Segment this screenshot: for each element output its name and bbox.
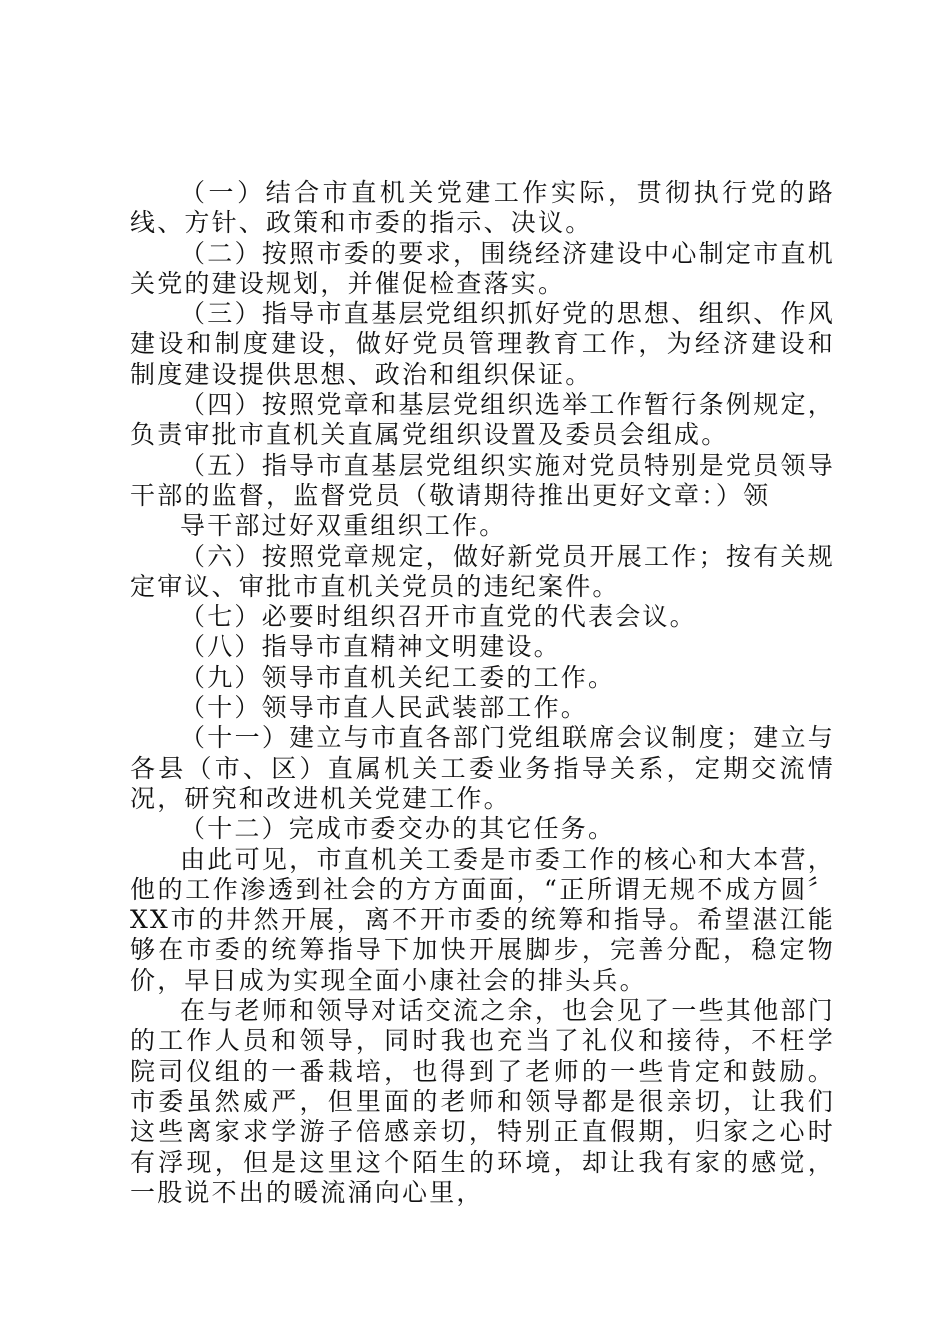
paragraph-5-continuation: 导干部过好双重组织工作。 [180, 511, 507, 541]
paragraph-5: （五）指导市直基层党组织实施对党员特别是党员领导干部的监督，监督党员（敬请期待推出更好文章：）领 [130, 450, 835, 510]
paragraph-reflection: 在与老师和领导对话交流之余，也会见了一些其他部门的工作人员和领导，同时我也充当了礼仪和接待，不枉学院司仪组的一番栽培，也得到了老师的一些肯定和鼓励。市委虽然威严，但里面的老师和领导都是很亲切，让我们这些离家求学游子倍感亲切，特别正直假期，归家之心时有浮现，但是这里这个陌生的环境，却让我有家的感觉，一股说不出的暖流涌向心里， [130, 996, 835, 1207]
paragraph-4: （四）按照党章和基层党组织选举工作暂行条例规定，负责审批市直机关直属党组织设置及委员会组成。 [130, 390, 835, 450]
document-body [130, 178, 835, 1208]
paragraph-12: （十二）完成市委交办的其它任务。 [180, 814, 616, 844]
paragraph-11: （十一）建立与市直各部门党组联席会议制度；建立与各县（市、区）直属机关工委业务指导关系，定期交流情况，研究和改进机关党建工作。 [130, 723, 835, 813]
paragraph-1: （一）结合市直机关党建工作实际，贯彻执行党的路线、方针、政策和市委的指示、决议。 [130, 178, 835, 238]
paragraph-2: （二）按照市委的要求，围绕经济建设中心制定市直机关党的建设规划，并催促检查落实。 [130, 238, 835, 298]
paragraph-7: （七）必要时组织召开市直党的代表会议。 [180, 602, 697, 632]
paragraph-8: （八）指导市直精神文明建设。 [180, 632, 561, 662]
paragraph-3: （三）指导市直基层党组织抓好党的思想、组织、作风建设和制度建设，做好党员管理教育工作，为经济建设和制度建设提供思想、政治和组织保证。 [130, 299, 835, 389]
paragraph-summary: 由此可见，市直机关工委是市委工作的核心和大本营，他的工作渗透到社会的方方面面，“正所谓无规不成方圆〞XX市的井然开展，离不开市委的统筹和指导。希望湛江能够在市委的统筹指导下加快开展脚步，完善分配，稳定物价，早日成为实现全面小康社会的排头兵。 [130, 844, 835, 995]
paragraph-6: （六）按照党章规定，做好新党员开展工作；按有关规定审议、审批市直机关党员的违纪案件。 [130, 541, 835, 601]
paragraph-9: （九）领导市直机关纪工委的工作。 [180, 662, 616, 692]
paragraph-10: （十）领导市直人民武装部工作。 [180, 693, 589, 723]
